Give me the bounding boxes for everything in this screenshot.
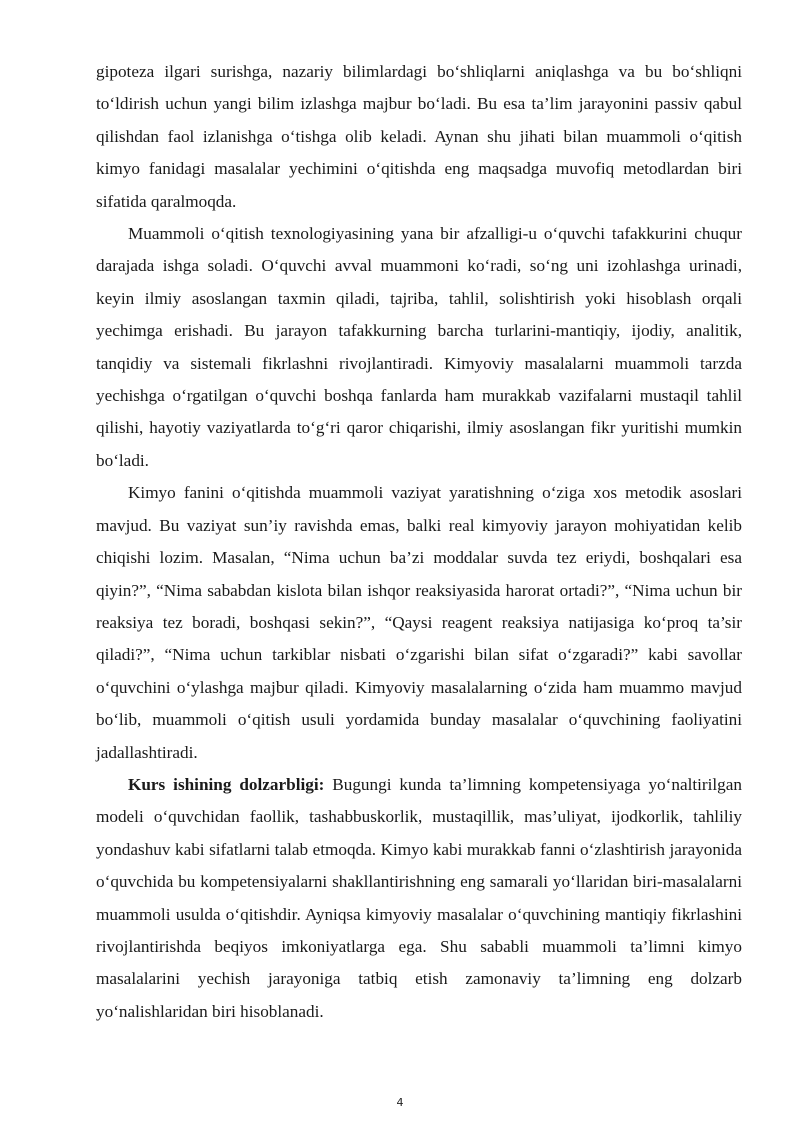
paragraph-4 [96, 769, 742, 1028]
section-heading-relevance: Kurs ishining dolzarbligi: [128, 774, 325, 794]
paragraph-1-text: gipoteza ilgari surishga, nazariy bilimlardagi bo‘shliqlarni aniqlashga va bu bo‘shliqni to‘ldirish uchun yangi bilim izlashga majbur bo‘ladi. Bu esa ta’lim jarayonini passiv qabul qilishdan faol izlanishga o‘tishga olib keladi. Aynan shu jihati bilan muammoli o‘qitish kimyo fanidagi masalalar yechimini o‘qitishda eng maqsadga muvofiq metodlardan biri sifatida qaralmoqda. [96, 62, 742, 211]
paragraph-2 [96, 218, 742, 477]
paragraph-3 [96, 477, 742, 769]
paragraph-2-text: Muammoli o‘qitish texnologiyasining yana bir afzalligi-u o‘quvchi tafakkurini chuqur darajada ishga soladi. O‘quvchi avval muammoni ko‘radi, so‘ng uni izohlashga urinadi, keyin ilmiy asoslangan taxmin qiladi, tajriba, tahlil, solishtirish yoki hisoblash orqali yechimga erishadi. Bu jarayon tafakkurning barcha turlarini-mantiqiy, ijodiy, analitik, tanqidiy va sistemali fikrlashni rivojlantiradi. Kimyoviy masalalarni muammoli tarzda yechishga o‘rgatilgan o‘quvchi boshqa fanlarda ham murakkab vazifalarni mustaqil tahlil qilishi, hayotiy vaziyatlarda to‘g‘ri qaror chiqarishi, ilmiy asoslangan fikr yuritishi mumkin bo‘ladi. [96, 224, 742, 470]
paragraph-3-text: Kimyo fanini o‘qitishda muammoli vaziyat yaratishning o‘ziga xos metodik asoslari mavjud. Bu vaziyat sun’iy ravishda emas, balki real kimyoviy jarayon mohiyatidan kelib chiqishi lozim. Masalan, “Nima uchun ba’zi moddalar suvda tez eriydi, boshqalari esa qiyin?”, “Nima sababdan kislota bilan ishqor reaksiyasida harorat ortadi?”, “Nima uchun bir reaksiya tez boradi, boshqasi sekin?”, “Qaysi reagent reaksiya natijasiga ko‘proq ta’sir qiladi?”, “Nima uchun tarkiblar nisbati o‘zgarishi bilan sifat o‘zgaradi?” kabi savollar o‘quvchini o‘ylashga majbur qiladi. Kimyoviy masalalarning o‘zida ham muammo mavjud bo‘lib, muammoli o‘qitish usuli yordamida bunday masalalar o‘quvchining faoliyatini jadallashtiradi. [96, 483, 742, 762]
paragraph-1 [96, 56, 742, 218]
page-number: 4 [396, 1096, 404, 1109]
paragraph-4-text: Bugungi kunda ta’limning kompetensiyaga yo‘naltirilgan modeli o‘quvchidan faollik, tashabbuskorlik, mustaqillik, mas’uliyat, ijodkorlik, tahliliy yondashuv kabi sifatlarni talab etmoqda. Kimyo kabi murakkab fanni o‘zlashtirish jarayonida o‘quvchida bu kompetensiyalarni shakllantirishning eng samarali yo‘llaridan biri-masalalarni muammoli usulda o‘qitishdir. Ayniqsa kimyoviy masalalar o‘quvchining mantiqiy fikrlashini rivojlantirishda beqiyos imkoniyatlarga ega. Shu sababli muammoli ta’limni kimyo masalalarini yechish jarayoniga tatbiq etish zamonaviy ta’limning eng dolzarb yo‘nalishlaridan biri hisoblanadi. [96, 774, 742, 1021]
document-page [96, 56, 742, 1028]
